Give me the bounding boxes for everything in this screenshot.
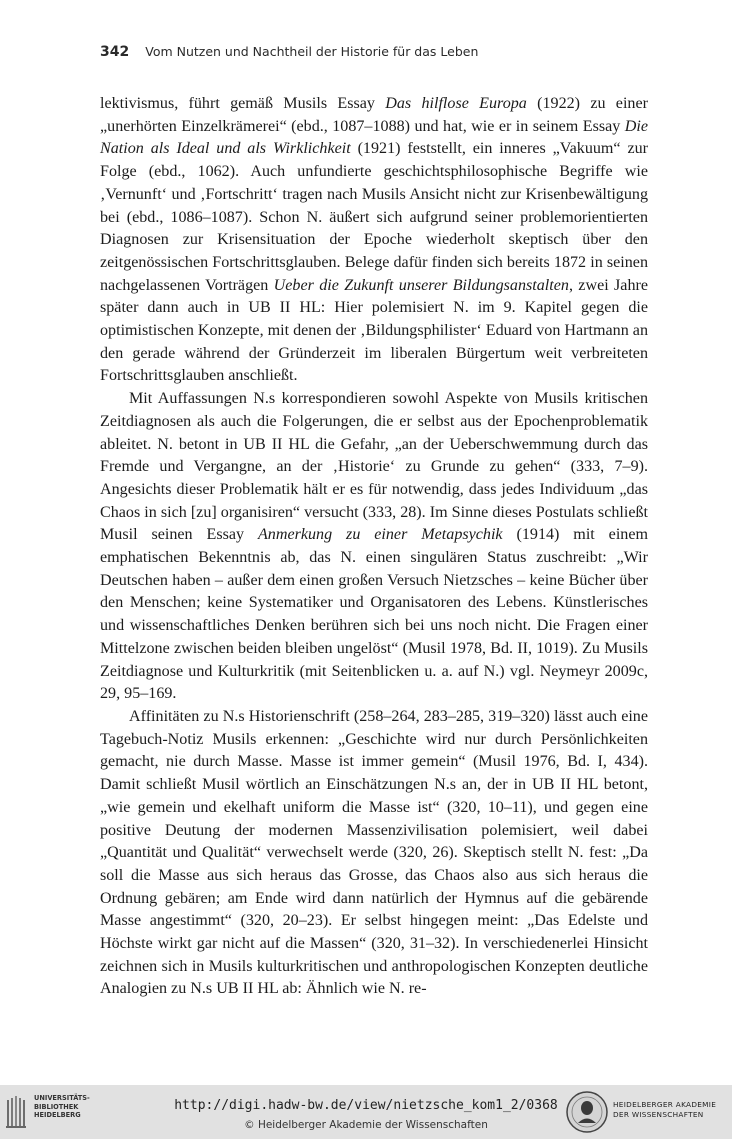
academy-name: HEIDELBERGER AKADEMIE DER WISSENSCHAFTEN [613, 1100, 717, 1119]
footer-bar [0, 1085, 732, 1139]
text-run: (1922) zu einer „unerhörten Einzelkrämerei“ (ebd., 1087–1088) und hat, wie er in seinem Essay [100, 95, 648, 135]
italic-title: Das hilflose Europa [385, 95, 527, 112]
text-run: (1914) mit einem emphatischen Bekenntnis ab, das N. einen singulären Status zuschreibt: „Wir Deutschen haben – außer dem einen großen Versuch Nietzsches – keine Bücher über den Menschen; keine Systematiker und Organisatoren des Lebens. Künstlerisches und wissenschaftliches Denken berühren sich bei uns noch nicht. Die Fragen einer Mittelzone zwischen beiden bleiben ungelöst“ (Musil 1978, Bd. II, 1019). Zu Musils Zeitdiagnose und Kulturkritik (mit Seitenblicken u. a. auf N.) vgl. Neymeyr 2009c, 29, 95–169. [100, 526, 648, 703]
source-url-link[interactable]: http://digi.hadw-bw.de/view/nietzsche_kom1_2/0368 [174, 1098, 558, 1113]
text-run: Affinitäten zu N.s Historienschrift (258–264, 283–285, 319–320) lässt auch eine Tagebuch-Notiz Musils erkennen: „Geschichte wird nur durch Persönlichkeiten gemacht, nie durch Masse. Masse ist immer gemein“ (Musil 1976, Bd. I, 434). Damit schließt Musil wörtlich an Einschätzungen N.s an, der in UB II HL betont, „wie gemein und ekelhaft uniform die Masse ist“ (320, 10–11), und gegen eine positive Deutung der modernen Massenzivilisation polemisiert, weil dabei „Quantität und Qualität“ verwechselt werde (320, 26). Skeptisch stellt N. fest: „Da soll die Masse aus sich heraus das Grosse, das Chaos also aus sich heraus die Ordnung gebären; am Ende wird dann natürlich der Hymnus auf die gebärende Masse angestimmt“ (320, 20–23). Er selbst hingegen meint: „Das Edelste und Höchste wirkt gar nicht auf die Massen“ (320, 31–32). In verschiedenerlei Hinsicht zeichnen sich in Musils kulturkritischen und anthropologischen Konzepten deutliche Analogien zu N.s UB II HL ab: Ähnlich wie N. re- [100, 707, 648, 998]
academy-seal-icon [565, 1090, 609, 1134]
running-head [100, 44, 660, 64]
text-run: , zwei Jahre später dann auch in UB II HL: Hier polemisiert N. im 9. Kapitel gegen die optimistischen Konzepte, mit denen der ‚Bildungsphilister‘ Eduard von Hartmann an den gerade während der Gründerzeit im liberalen Bürgertum weit verbreiteten Fortschrittsglauben anschließt. [100, 276, 648, 385]
copyright-notice: © Heidelberger Akademie der Wissenschaften [244, 1119, 488, 1131]
library-name: UNIVERSITÄTS- BIBLIOTHEK HEIDELBERG [34, 1094, 90, 1120]
main-text [100, 93, 648, 1001]
italic-title: Die Nation als Ideal und als Wirklichkeit [100, 117, 648, 158]
paragraph [100, 93, 648, 388]
academy-logo[interactable] [565, 1090, 725, 1134]
text-run: (1921) feststellt, ein inneres „Vakuum“ zur Folge (ebd., 1062). Auch unfundierte geschichtsphilosophische Begriffe wie ‚Vernunft‘ und ‚Fortschritt‘ tragen nach Musils Ansicht nicht zur Krisenbewältigung bei (ebd., 1086–1087). Schon N. äußert sich aufgrund seiner problemorientierten Diagnosen zur Krisensituation der Epoche wiederholt skeptisch über den zeitgenössischen Fortschrittsglauben. Belege dafür finden sich bereits 1872 in seinen nachgelassenen Vorträgen [100, 140, 648, 294]
paragraph [100, 388, 648, 706]
running-title: Vom Nutzen und Nachtheil der Historie für das Leben [145, 44, 479, 59]
page-number: 342 [100, 44, 130, 60]
text-run: Mit Auffassungen N.s korrespondieren sowohl Aspekte von Musils kritischen Zeitdiagnosen als auch die Folgerungen, die er selbst aus der Epochenproblematik ableitet. N. betont in UB II HL die Gefahr, „an der Ueberschwemmung durch das Fremde und Vergangne, an der ‚Historie‘ zu Grunde zu gehen“ (333, 7–9). Angesichts dieser Problematik hält er es für notwendig, dass jedes Individuum „das Chaos in sich [zu] organisiren“ versucht (333, 28). Im Sinne dieses Postulats schließt Musil seinen Essay [100, 390, 648, 544]
paragraph [100, 706, 648, 1001]
text-run: lektivismus, führt gemäß Musils Essay [100, 95, 386, 112]
italic-title: Ueber die Zukunft unserer Bildungsanstalten [273, 276, 569, 294]
italic-title: Anmerkung zu einer Metapsychik [257, 526, 503, 544]
